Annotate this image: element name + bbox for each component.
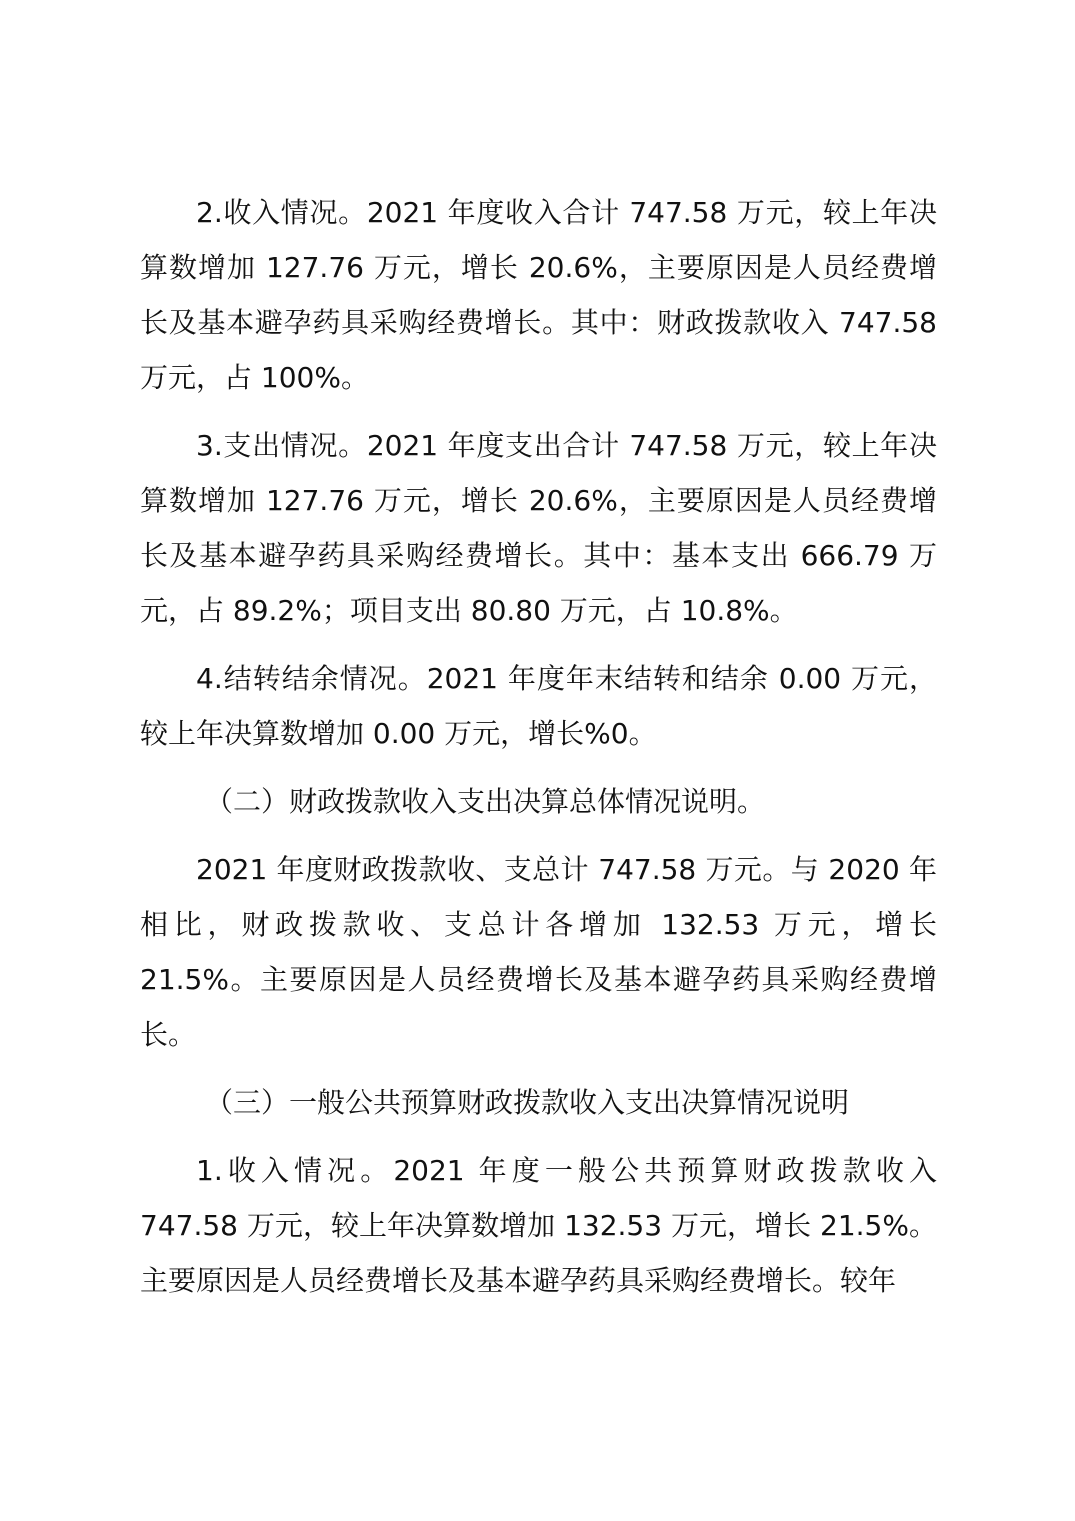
document-body: [140, 185, 937, 1308]
paragraph-income: 2.收入情况。2021 年度收入合计 747.58 万元，较上年决算数增加 127.76 万元，增长 20.6%，主要原因是人员经费增长及基本避孕药具采购经费增长。其中：财政拨款收入 747.58 万元，占 100%。: [140, 196, 937, 394]
paragraph-general-budget-income: 1.收入情况。2021 年度一般公共预算财政拨款收入 747.58 万元，较上年决算数增加 132.53 万元，增长 21.5%。主要原因是人员经费增长及基本避孕药具采购经费增长。较年: [140, 1154, 937, 1297]
paragraph-carryover: 4.结转结余情况。2021 年度年末结转和结余 0.00 万元，较上年决算数增加 0.00 万元，增长%0。: [140, 662, 937, 750]
section-heading-general-budget: （三）一般公共预算财政拨款收入支出决算情况说明: [205, 1086, 850, 1119]
section-heading-fiscal-appropriation: （二）财政拨款收入支出决算总体情况说明。: [205, 785, 766, 818]
paragraph-expenditure: 3.支出情况。2021 年度支出合计 747.58 万元，较上年决算数增加 127.76 万元，增长 20.6%，主要原因是人员经费增长及基本避孕药具采购经费增长。其中：基本支出 666.79 万元，占 89.2%；项目支出 80.80 万元，占 10.8%。: [140, 429, 937, 627]
paragraph-fiscal-total: 2021 年度财政拨款收、支总计 747.58 万元。与 2020 年相比，财政拨款收、支总计各增加 132.53 万元，增长 21.5%。主要原因是人员经费增长及基本避孕药具采购经费增长。: [140, 853, 937, 1051]
